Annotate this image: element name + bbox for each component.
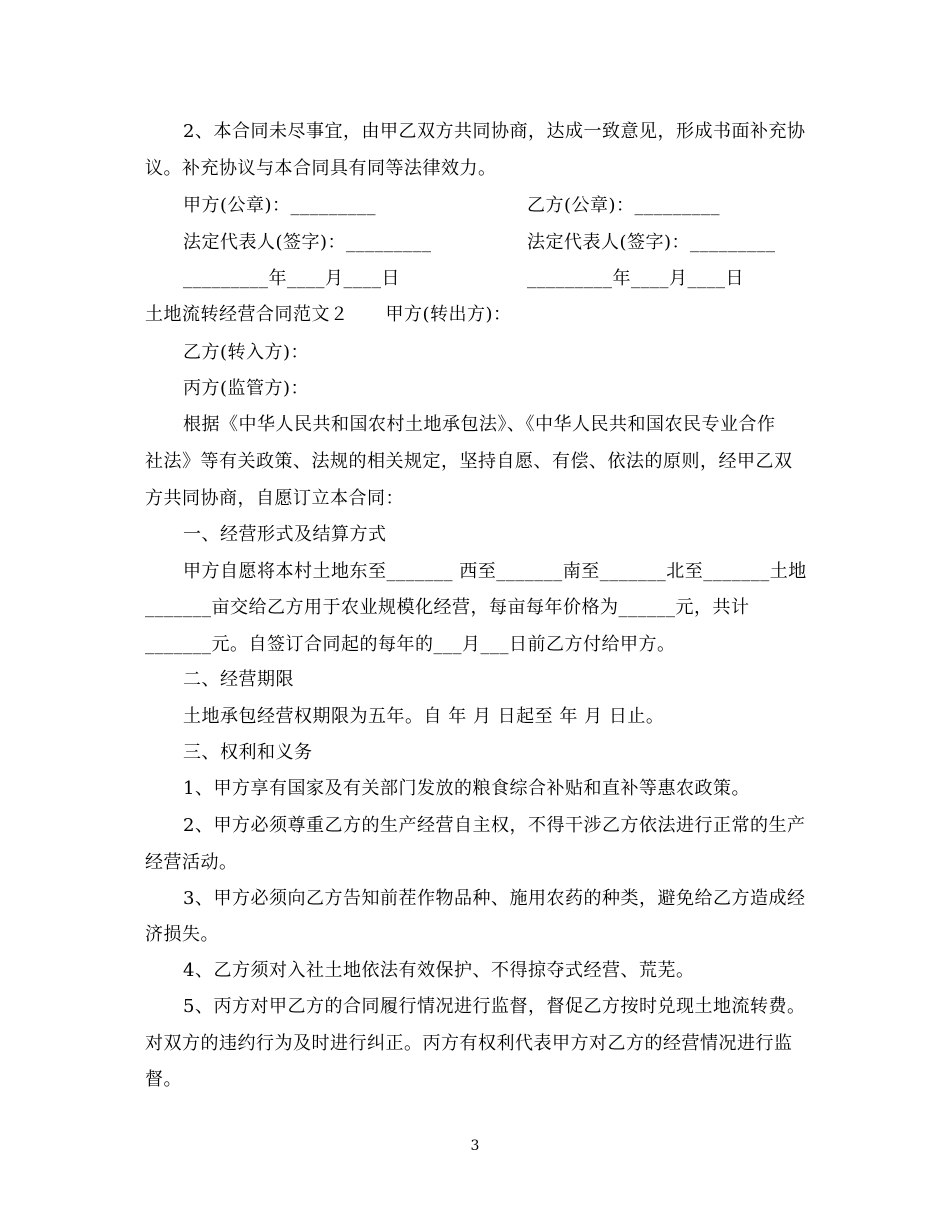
paragraph-line: 方共同协商，自愿订立本合同： <box>145 488 404 509</box>
paragraph-line: 甲方自愿将本村土地东至_______ 西至_______南至_______北至_______土地 <box>183 561 807 582</box>
party-b-label: 乙方(转入方)： <box>183 342 310 363</box>
paragraph-line: 2、本合同未尽事宜，由甲乙双方共同协商，达成一致意见，形成书面补充协 <box>183 121 806 142</box>
paragraph-line: 督。 <box>145 1069 182 1090</box>
section-heading: 二、经营期限 <box>183 669 294 690</box>
paragraph-line: 济损失。 <box>145 924 219 945</box>
paragraph-line: 5、丙方对甲乙方的合同履行情况进行监督，督促乙方按时兑现土地流转费。 <box>183 996 806 1017</box>
party-c-label: 丙方(监管方)： <box>183 378 310 399</box>
party-a-date-line: _________年____月____日 <box>183 268 400 289</box>
section-heading: 三、权利和义务 <box>183 742 313 763</box>
paragraph-line: 3、甲方必须向乙方告知前茬作物品种、施用农药的种类，避免给乙方造成经 <box>183 888 806 909</box>
page-number: 3 <box>470 1138 480 1154</box>
paragraph-line: _______亩交给乙方用于农业规模化经营，每亩每年价格为______元，共计 <box>145 597 750 618</box>
party-a-representative-line: 法定代表人(签字)：_________ <box>183 232 432 253</box>
contract-title-line: 土地流转经营合同范文２ 甲方(转出方)： <box>145 304 512 325</box>
paragraph-line: 对双方的违约行为及时进行纠正。丙方有权利代表甲方对乙方的经营情况进行监 <box>145 1033 793 1054</box>
party-b-seal-line: 乙方(公章)：_________ <box>527 195 721 216</box>
party-b-date-line: _________年____月____日 <box>527 268 744 289</box>
paragraph-line: _______元。自签订合同起的每年的___月___日前乙方付给甲方。 <box>145 634 676 655</box>
party-b-representative-line: 法定代表人(签字)：_________ <box>527 232 776 253</box>
paragraph-line: 社法》等有关政策、法规的相关规定，坚持自愿、有偿、依法的原则，经甲乙双 <box>145 451 793 472</box>
section-heading: 一、经营形式及结算方式 <box>183 524 387 545</box>
paragraph-line: 2、甲方必须尊重乙方的生产经营自主权，不得干涉乙方依法进行正常的生产 <box>183 815 806 836</box>
party-a-seal-line: 甲方(公章)：_________ <box>183 195 377 216</box>
paragraph-line: 经营活动。 <box>145 852 238 873</box>
paragraph-line: 议。补充协议与本合同具有同等法律效力。 <box>145 158 497 179</box>
paragraph-line: 4、乙方须对入社土地依法有效保护、不得掠夺式经营、荒芜。 <box>183 960 695 981</box>
paragraph-line: 1、甲方享有国家及有关部门发放的粮食综合补贴和直补等惠农政策。 <box>183 778 750 799</box>
paragraph-line: 根据《中华人民共和国农村土地承包法》、《中华人民共和国农民专业合作 <box>183 414 776 435</box>
paragraph-line: 土地承包经营权期限为五年。自 年 月 日起至 年 月 日止。 <box>183 706 665 727</box>
